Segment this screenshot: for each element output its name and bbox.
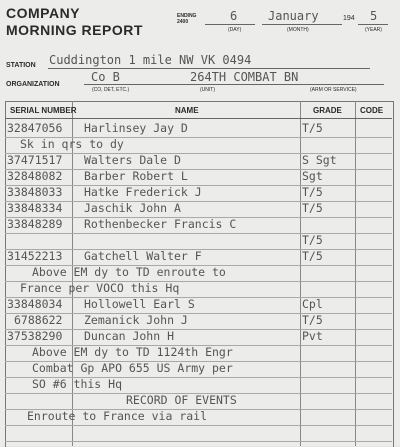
date-day-value: 6 <box>230 9 238 23</box>
serial-number: 31452213 <box>7 249 63 263</box>
serial-number: 33848289 <box>7 217 63 231</box>
date-month-line <box>262 24 342 25</box>
serial-number: 37471517 <box>7 153 63 167</box>
organization-caption-unit: (UNIT) <box>200 87 215 93</box>
grade: S Sgt <box>302 153 337 167</box>
roster-entry <box>0 313 400 329</box>
ruled-line <box>5 441 392 442</box>
remark-line: SO #6 this Hq <box>32 377 123 391</box>
roster-entry <box>0 153 400 169</box>
soldier-name: Rothenbecker Francis C <box>84 217 237 231</box>
soldier-name: Harlinsey Jay D <box>84 121 188 135</box>
roster-entry <box>0 249 400 265</box>
column-header-name: NAME <box>175 106 199 115</box>
serial-number: 6788622 <box>14 313 63 327</box>
serial-number: 33848034 <box>7 297 63 311</box>
organization-label: ORGANIZATION <box>6 81 60 88</box>
grade: Sgt <box>302 169 323 183</box>
ruled-line <box>5 233 392 234</box>
organization-caption-co: (CO, DET, ETC.) <box>92 87 130 93</box>
date-year-digit: 5 <box>370 9 378 23</box>
date-day-line <box>205 24 255 25</box>
station-label: STATION <box>6 62 36 69</box>
soldier-name: Hatke Frederick J <box>84 185 202 199</box>
roster-entry <box>0 201 400 217</box>
month-caption: (MONTH) <box>287 27 309 33</box>
soldier-name: Jaschik John A <box>84 201 181 215</box>
duty-status-remark: Sk in qrs to dy <box>20 137 124 151</box>
organization-company: Co B <box>91 70 120 84</box>
column-header-serial: SERIAL NUMBER <box>10 106 77 115</box>
remark-line: France per VOCO this Hq <box>20 281 180 295</box>
date-month-value: January <box>268 9 319 23</box>
date-year-prefix: 194 <box>343 15 355 22</box>
ending-label: ENDING 2400 <box>177 13 197 25</box>
serial-number: 33848033 <box>7 185 63 199</box>
roster-entry-remark <box>0 137 400 153</box>
grade: Pvt <box>302 329 323 343</box>
date-year-line <box>358 24 388 25</box>
ruled-line <box>5 425 392 426</box>
station-value: Cuddington 1 mile NW VK 0494 <box>49 53 252 67</box>
day-caption: (DAY) <box>228 27 242 33</box>
soldier-name: Hollowell Earl S <box>84 297 195 311</box>
form-title-line1: COMPANY <box>6 5 81 21</box>
column-header-grade: GRADE <box>313 106 342 115</box>
grade: T/5 <box>302 313 323 327</box>
soldier-name: Gatchell Walter F <box>84 249 202 263</box>
grade: T/5 <box>302 185 323 199</box>
grade: T/5 <box>302 121 323 135</box>
table-header-rule <box>5 118 392 119</box>
column-header-code: CODE <box>360 106 384 115</box>
remark-line: Above EM dy to TD enroute to <box>32 265 226 279</box>
serial-number: 32847056 <box>7 121 63 135</box>
soldier-name: Walters Dale D <box>84 153 181 167</box>
soldier-name: Barber Robert L <box>84 169 188 183</box>
serial-number: 37538290 <box>7 329 63 343</box>
organization-underline <box>84 84 384 85</box>
grade: T/5 <box>302 249 323 263</box>
soldier-name: Duncan John H <box>84 329 175 343</box>
record-of-events-text: Enroute to France via rail <box>27 409 208 423</box>
organization-caption-arm: (ARM OR SERVICE) <box>310 87 357 93</box>
form-title-line2: MORNING REPORT <box>6 22 143 38</box>
roster-entry <box>0 297 400 313</box>
organization-unit: 264TH COMBAT BN <box>190 70 299 84</box>
grade: T/5 <box>302 233 323 247</box>
roster-entry <box>0 185 400 201</box>
record-of-events-heading: RECORD OF EVENTS <box>126 393 237 407</box>
roster-entry <box>0 217 400 247</box>
year-caption: (YEAR) <box>365 27 382 33</box>
roster-entry <box>0 121 400 137</box>
grade: T/5 <box>302 201 323 215</box>
serial-number: 33848334 <box>7 201 63 215</box>
soldier-name: Zemanick John J <box>84 313 188 327</box>
grade: Cpl <box>302 297 323 311</box>
serial-number: 32848082 <box>7 169 63 183</box>
station-underline <box>48 68 370 69</box>
roster-entry <box>0 329 400 345</box>
remark-line: Above EM dy to TD 1124th Engr <box>32 345 233 359</box>
remark-line: Combat Gp APO 655 US Army per <box>32 361 233 375</box>
roster-entry <box>0 169 400 185</box>
